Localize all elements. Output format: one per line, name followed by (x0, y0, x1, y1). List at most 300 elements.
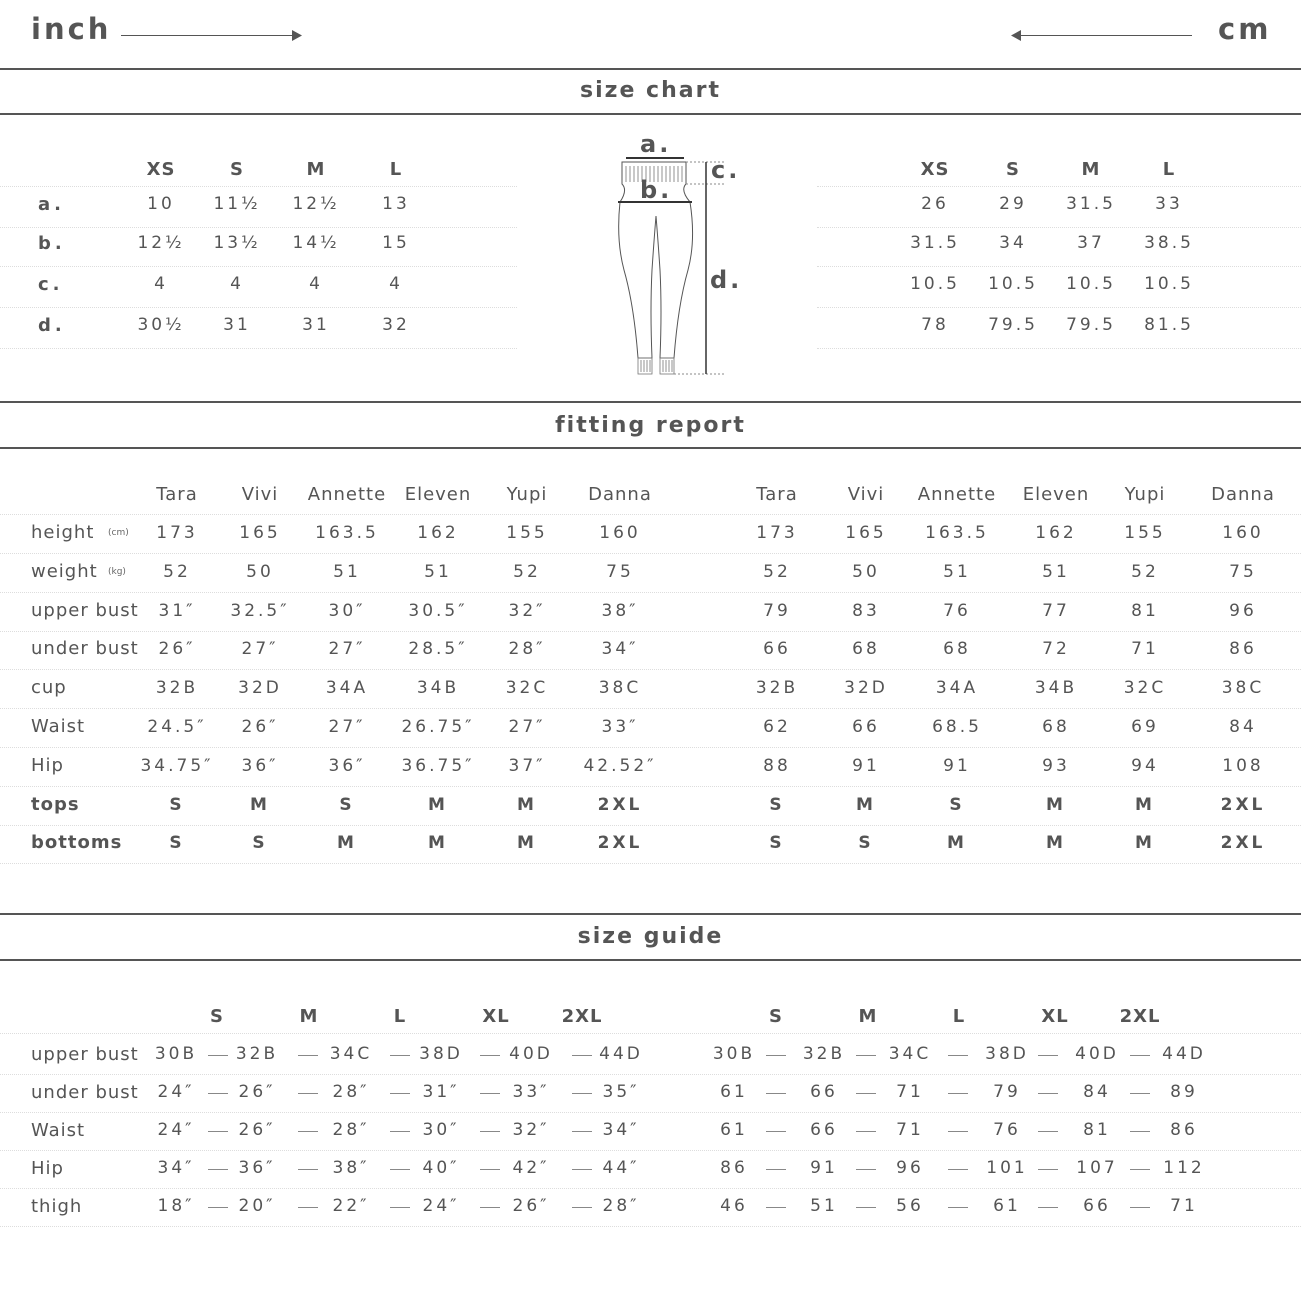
fitting-value-cm: 34B (1034, 678, 1078, 699)
arrow-left-icon (1011, 30, 1021, 41)
guide-value-cm: 56 (896, 1196, 924, 1216)
guide-value-cm: 96 (896, 1158, 924, 1178)
diagram-label-b: b. (640, 176, 673, 204)
row-separator (0, 186, 517, 187)
row-separator (0, 825, 1301, 826)
guide-value-cm: 61 (993, 1196, 1021, 1216)
size-guide-title: size guide (577, 924, 724, 949)
range-dash (572, 1055, 592, 1056)
guide-value-inch: 38D (419, 1044, 463, 1064)
size-chart-value: 13½ (213, 233, 261, 253)
row-separator (0, 1112, 1301, 1113)
guide-value-inch: 34C (329, 1044, 373, 1064)
guide-row-label: thigh (31, 1196, 83, 1217)
fitting-value-inch: 32B (155, 678, 199, 699)
guide-value-inch: 44″ (602, 1158, 640, 1178)
fitting-value-cm: 93 (1042, 755, 1070, 776)
fitting-row-label: cup (31, 677, 67, 699)
guide-value-inch: 24″ (422, 1196, 460, 1216)
size-chart-value: 79.5 (1066, 315, 1116, 335)
fitting-value-cm: 69 (1131, 717, 1159, 737)
size-chart-value: 10.5 (1066, 274, 1116, 294)
fitting-value-inch: 173 (156, 523, 198, 543)
row-separator (0, 553, 1301, 554)
range-dash (766, 1055, 786, 1056)
fitting-value-cm: 76 (943, 600, 971, 621)
fitting-value-inch: M (517, 833, 537, 854)
guide-value-inch: 38″ (332, 1158, 370, 1178)
guide-value-cm: 112 (1163, 1158, 1205, 1178)
range-dash (572, 1169, 592, 1170)
fitting-value-cm: 160 (1222, 523, 1264, 543)
size-header-cm: L (1162, 159, 1176, 180)
guide-value-cm: 38D (985, 1044, 1029, 1064)
fitting-value-cm: 2XL (1220, 794, 1266, 815)
fitting-value-cm: M (1135, 794, 1155, 815)
guide-value-cm: 91 (810, 1158, 838, 1178)
range-dash (1038, 1131, 1058, 1132)
size-header-inch: L (389, 159, 403, 180)
fitting-value-cm: 66 (763, 639, 791, 660)
guide-value-cm: 30B (712, 1044, 756, 1064)
range-dash (208, 1207, 228, 1208)
fitting-value-inch: 34B (416, 678, 460, 699)
size-chart-value: 10.5 (1144, 274, 1194, 294)
guide-row-label: Waist (31, 1120, 86, 1141)
fitting-value-inch: 36.75″ (401, 755, 475, 776)
fitting-value-inch: M (337, 833, 357, 854)
size-chart-value: 4 (230, 274, 244, 294)
size-chart-value: 38.5 (1144, 233, 1194, 253)
fitting-value-cm: 32B (755, 678, 799, 699)
range-dash (1130, 1169, 1150, 1170)
fitting-value-cm: 68.5 (932, 717, 982, 737)
fitting-value-inch: 38C (598, 678, 642, 699)
size-chart-title: size chart (580, 78, 721, 103)
measure-label: a. (38, 194, 65, 215)
guide-value-inch: 34″ (602, 1120, 640, 1140)
fitting-value-inch: 51 (333, 561, 361, 582)
size-chart-value: 34 (999, 233, 1027, 253)
range-dash (390, 1131, 410, 1132)
guide-value-cm: 84 (1083, 1082, 1111, 1102)
fitting-value-inch: M (428, 794, 448, 815)
model-name-cm: Danna (1211, 484, 1275, 505)
fitting-value-inch: 2XL (597, 794, 643, 815)
cm-arrow (1016, 35, 1192, 36)
fitting-row-label: bottoms (31, 832, 123, 854)
fitting-value-cm: 34A (935, 678, 979, 699)
fitting-value-cm: 51 (943, 561, 971, 582)
size-chart-value: 4 (309, 274, 323, 294)
fitting-row-label: Hip (31, 754, 64, 776)
range-dash (480, 1169, 500, 1170)
guide-row-label: under bust (31, 1082, 139, 1103)
guide-value-inch: 26″ (512, 1196, 550, 1216)
fitting-value-inch: S (339, 794, 355, 815)
range-dash (1038, 1207, 1058, 1208)
diagram-label-a: a. (640, 130, 672, 158)
range-dash (856, 1093, 876, 1094)
fitting-value-inch: 155 (506, 523, 548, 543)
fitting-value-cm: S (769, 833, 785, 854)
range-dash (1130, 1207, 1150, 1208)
range-dash (856, 1207, 876, 1208)
guide-value-cm: 89 (1170, 1082, 1198, 1102)
fitting-value-cm: 79 (763, 600, 791, 621)
range-dash (572, 1093, 592, 1094)
size-chart-value: 31 (223, 315, 251, 335)
guide-value-inch: 35″ (602, 1082, 640, 1102)
size-chart-value: 33 (1155, 194, 1183, 214)
size-chart-value: 31 (302, 315, 330, 335)
fitting-value-cm: 84 (1229, 717, 1257, 737)
fitting-value-inch: 34″ (601, 639, 639, 660)
fitting-value-inch: 27″ (328, 717, 366, 737)
size-chart-value: 10 (147, 194, 175, 214)
row-separator (0, 348, 517, 349)
size-chart-value: 12½ (292, 194, 340, 214)
fitting-value-inch: 42.52″ (583, 755, 657, 776)
fitting-value-cm: 83 (852, 600, 880, 621)
fitting-value-cm: M (1046, 833, 1066, 854)
row-separator (0, 863, 1301, 864)
fitting-value-inch: 36″ (241, 755, 279, 776)
fitting-value-inch: 24.5″ (147, 717, 207, 737)
size-chart-value: 81.5 (1144, 315, 1194, 335)
row-separator (0, 1226, 1301, 1227)
fitting-value-cm: 68 (943, 639, 971, 660)
range-dash (856, 1169, 876, 1170)
size-chart-value: 26 (921, 194, 949, 214)
fitting-value-cm: 165 (845, 523, 887, 543)
range-dash (572, 1131, 592, 1132)
fitting-value-cm: M (947, 833, 967, 854)
guide-value-cm: 61 (720, 1120, 748, 1140)
fitting-value-inch: 163.5 (315, 523, 379, 543)
range-dash (208, 1169, 228, 1170)
range-dash (480, 1207, 500, 1208)
fitting-value-cm: 52 (763, 561, 791, 582)
range-dash (480, 1055, 500, 1056)
row-separator (0, 307, 517, 308)
guide-size-header-cm: XL (1041, 1006, 1069, 1027)
model-name-cm: Yupi (1124, 484, 1166, 505)
fitting-value-cm: 51 (1042, 561, 1070, 582)
model-name-inch: Yupi (506, 484, 548, 505)
fitting-value-cm: 52 (1131, 561, 1159, 582)
fitting-value-cm: 66 (852, 717, 880, 737)
divider (0, 68, 1301, 70)
model-name-inch: Vivi (241, 484, 279, 505)
fitting-report-title: fitting report (555, 413, 746, 438)
guide-value-cm: 66 (810, 1120, 838, 1140)
size-header-inch: XS (146, 159, 176, 180)
range-dash (208, 1093, 228, 1094)
range-dash (298, 1093, 318, 1094)
guide-value-inch: 34″ (157, 1158, 195, 1178)
fitting-value-inch: 50 (246, 561, 274, 582)
guide-value-cm: 79 (993, 1082, 1021, 1102)
fitting-row-unit: (cm) (108, 528, 129, 538)
range-dash (766, 1169, 786, 1170)
guide-value-cm: 71 (1170, 1196, 1198, 1216)
model-name-cm: Tara (756, 484, 798, 505)
range-dash (1038, 1169, 1058, 1170)
size-chart-value: 79.5 (988, 315, 1038, 335)
range-dash (480, 1131, 500, 1132)
fitting-row-label: weight (31, 560, 98, 582)
fitting-value-inch: M (428, 833, 448, 854)
guide-row-label: Hip (31, 1158, 64, 1179)
divider (0, 913, 1301, 915)
diagram-label-c: c. (711, 156, 741, 184)
size-header-cm: M (1081, 159, 1101, 180)
measure-label: c. (38, 274, 64, 295)
row-separator (0, 669, 1301, 670)
fitting-value-cm: 91 (852, 755, 880, 776)
range-dash (298, 1131, 318, 1132)
fitting-value-inch: 160 (599, 523, 641, 543)
fitting-value-cm: 38C (1221, 678, 1265, 699)
guide-value-inch: 40″ (422, 1158, 460, 1178)
guide-value-inch: 20″ (238, 1196, 276, 1216)
fitting-value-cm: S (858, 833, 874, 854)
fitting-value-inch: 52 (163, 561, 191, 582)
guide-value-inch: 32B (235, 1044, 279, 1064)
guide-value-cm: 51 (810, 1196, 838, 1216)
guide-value-inch: 26″ (238, 1082, 276, 1102)
row-separator (817, 266, 1301, 267)
model-name-inch: Tara (156, 484, 198, 505)
guide-value-cm: 81 (1083, 1120, 1111, 1140)
guide-value-inch: 28″ (602, 1196, 640, 1216)
range-dash (1130, 1055, 1150, 1056)
guide-value-inch: 31″ (422, 1082, 460, 1102)
guide-value-inch: 18″ (157, 1196, 195, 1216)
guide-value-inch: 30B (154, 1044, 198, 1064)
fitting-value-inch: 32″ (508, 600, 546, 621)
fitting-value-inch: 32D (238, 678, 282, 699)
guide-size-header-inch: 2XL (561, 1006, 603, 1027)
divider (0, 447, 1301, 449)
fitting-value-cm: 86 (1229, 639, 1257, 660)
range-dash (390, 1169, 410, 1170)
fitting-value-cm: 162 (1035, 523, 1077, 543)
guide-value-inch: 24″ (157, 1120, 195, 1140)
fitting-value-inch: 2XL (597, 833, 643, 854)
row-separator (0, 227, 517, 228)
fitting-value-cm: 94 (1131, 755, 1159, 776)
guide-size-header-cm: L (952, 1006, 966, 1027)
cm-unit-label: cm (1218, 12, 1272, 46)
size-chart-value: 4 (154, 274, 168, 294)
fitting-value-inch: 33″ (601, 717, 639, 737)
row-separator (817, 307, 1301, 308)
row-separator (0, 266, 517, 267)
fitting-value-inch: S (169, 794, 185, 815)
range-dash (948, 1131, 968, 1132)
guide-row-label: upper bust (31, 1044, 139, 1065)
guide-size-header-inch: XL (482, 1006, 510, 1027)
guide-value-cm: 61 (720, 1082, 748, 1102)
fitting-value-cm: 68 (1042, 717, 1070, 737)
fitting-value-cm: S (769, 794, 785, 815)
range-dash (948, 1055, 968, 1056)
fitting-value-inch: 26″ (158, 639, 196, 660)
fitting-value-inch: 36″ (328, 755, 366, 776)
range-dash (208, 1055, 228, 1056)
size-header-inch: M (306, 159, 326, 180)
row-separator (0, 1150, 1301, 1151)
model-name-cm: Annette (917, 484, 997, 505)
guide-value-cm: 71 (896, 1120, 924, 1140)
fitting-value-cm: 71 (1131, 639, 1159, 660)
range-dash (1038, 1093, 1058, 1094)
fitting-value-inch: 162 (417, 523, 459, 543)
row-separator (0, 631, 1301, 632)
fitting-value-inch: 27″ (241, 639, 279, 660)
fitting-value-inch: 30.5″ (408, 600, 468, 621)
guide-value-cm: 66 (810, 1082, 838, 1102)
fitting-value-cm: 88 (763, 755, 791, 776)
guide-value-inch: 42″ (512, 1158, 550, 1178)
guide-value-cm: 71 (896, 1082, 924, 1102)
fitting-value-cm: 75 (1229, 561, 1257, 582)
guide-value-inch: 44D (599, 1044, 643, 1064)
fitting-value-cm: 68 (852, 639, 880, 660)
fitting-value-cm: M (856, 794, 876, 815)
guide-value-cm: 107 (1076, 1158, 1118, 1178)
range-dash (948, 1207, 968, 1208)
fitting-value-cm: 96 (1229, 600, 1257, 621)
divider (0, 959, 1301, 961)
row-separator (0, 1188, 1301, 1189)
guide-value-cm: 86 (1170, 1120, 1198, 1140)
divider (0, 113, 1301, 115)
fitting-row-label: height (31, 522, 95, 543)
range-dash (766, 1207, 786, 1208)
range-dash (856, 1055, 876, 1056)
size-chart-value: 10.5 (910, 274, 960, 294)
row-separator (0, 1074, 1301, 1075)
model-name-inch: Annette (307, 484, 387, 505)
range-dash (766, 1131, 786, 1132)
size-chart-value: 78 (921, 315, 949, 335)
fitting-value-cm: S (949, 794, 965, 815)
model-name-cm: Eleven (1022, 484, 1090, 505)
fitting-value-cm: 108 (1222, 755, 1264, 776)
fitting-value-inch: 38″ (601, 600, 639, 621)
fitting-value-cm: 155 (1124, 523, 1166, 543)
range-dash (298, 1169, 318, 1170)
guide-value-cm: 40D (1075, 1044, 1119, 1064)
fitting-value-inch: 28″ (508, 639, 546, 660)
fitting-value-cm: 62 (763, 717, 791, 737)
fitting-value-inch: 34A (325, 678, 369, 699)
fitting-value-inch: 26.75″ (401, 717, 475, 737)
fitting-value-inch: 75 (606, 561, 634, 582)
guide-value-inch: 28″ (332, 1082, 370, 1102)
range-dash (390, 1093, 410, 1094)
row-separator (817, 348, 1301, 349)
size-chart-value: 31.5 (910, 233, 960, 253)
row-separator (817, 227, 1301, 228)
fitting-value-cm: 173 (756, 523, 798, 543)
range-dash (766, 1093, 786, 1094)
guide-value-cm: 46 (720, 1196, 748, 1216)
model-name-cm: Vivi (847, 484, 885, 505)
row-separator (0, 786, 1301, 787)
size-chart-value: 4 (389, 274, 403, 294)
range-dash (480, 1093, 500, 1094)
guide-size-header-cm: S (769, 1006, 783, 1027)
guide-value-inch: 32″ (512, 1120, 550, 1140)
size-chart-value: 30½ (137, 315, 185, 335)
size-header-inch: S (230, 159, 244, 180)
guide-value-cm: 101 (986, 1158, 1028, 1178)
fitting-value-inch: 31″ (158, 600, 196, 621)
size-chart-value: 13 (382, 194, 410, 214)
guide-value-cm: 86 (720, 1158, 748, 1178)
size-chart-value: 29 (999, 194, 1027, 214)
fitting-row-unit: (kg) (108, 566, 126, 577)
range-dash (298, 1207, 318, 1208)
row-separator (817, 186, 1301, 187)
model-name-inch: Danna (588, 484, 652, 505)
guide-value-inch: 28″ (332, 1120, 370, 1140)
row-separator (0, 747, 1301, 748)
guide-size-header-inch: M (299, 1006, 319, 1027)
range-dash (948, 1169, 968, 1170)
fitting-row-label: tops (31, 793, 80, 815)
fitting-value-inch: 34.75″ (140, 755, 214, 776)
row-separator (0, 592, 1301, 593)
size-chart-value: 11½ (213, 194, 261, 214)
size-chart-value: 32 (382, 315, 410, 335)
fitting-value-cm: 91 (943, 755, 971, 776)
size-chart-value: 12½ (137, 233, 185, 253)
range-dash (298, 1055, 318, 1056)
guide-size-header-inch: S (210, 1006, 224, 1027)
guide-value-inch: 40D (509, 1044, 553, 1064)
fitting-value-inch: 27″ (328, 639, 366, 660)
fitting-value-cm: 72 (1042, 639, 1070, 660)
guide-value-inch: 26″ (238, 1120, 276, 1140)
row-separator (0, 514, 1301, 515)
guide-value-inch: 24″ (157, 1082, 195, 1102)
guide-value-inch: 22″ (332, 1196, 370, 1216)
fitting-value-inch: 27″ (508, 717, 546, 737)
range-dash (1130, 1093, 1150, 1094)
guide-value-inch: 36″ (238, 1158, 276, 1178)
fitting-value-cm: 163.5 (925, 523, 989, 543)
fitting-value-inch: S (252, 833, 268, 854)
guide-value-inch: 30″ (422, 1120, 460, 1140)
fitting-row-label: upper bust (31, 599, 139, 621)
size-header-cm: XS (920, 159, 950, 180)
divider (0, 401, 1301, 403)
fitting-value-cm: 32C (1123, 678, 1167, 699)
fitting-value-cm: M (1046, 794, 1066, 815)
fitting-value-cm: 81 (1131, 600, 1159, 621)
inch-unit-label: inch (31, 12, 112, 46)
fitting-value-inch: 30″ (328, 600, 366, 621)
row-separator (0, 1033, 1301, 1034)
range-dash (390, 1207, 410, 1208)
fitting-value-inch: 28.5″ (408, 639, 468, 660)
fitting-value-cm: 50 (852, 561, 880, 582)
